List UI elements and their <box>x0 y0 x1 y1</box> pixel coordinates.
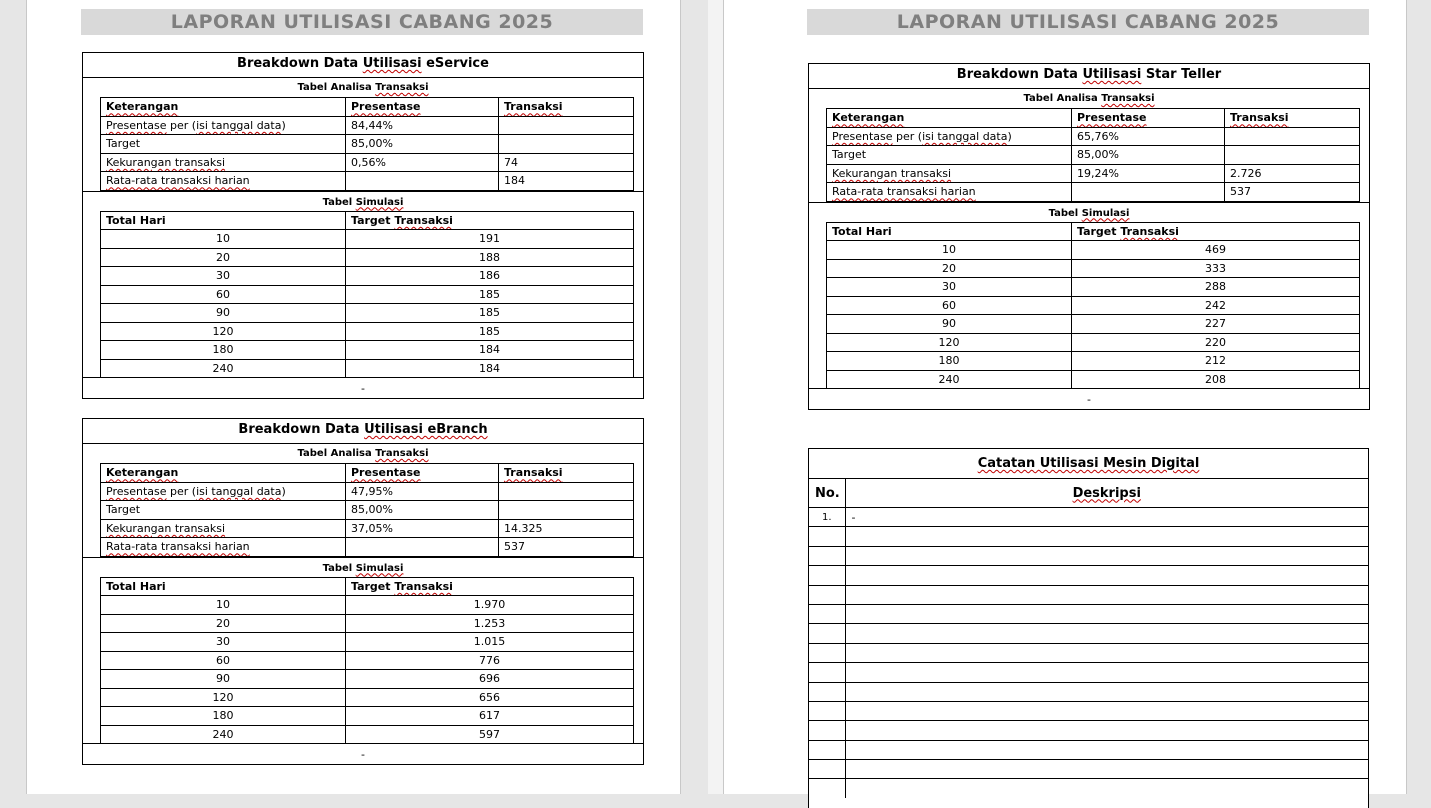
note-description <box>845 566 1368 585</box>
note-number <box>809 779 845 798</box>
eservice-breakdown-box <box>82 52 644 399</box>
note-number <box>809 566 845 585</box>
table-row <box>101 614 634 633</box>
row-label-target: Target <box>827 146 1072 165</box>
empty-cell <box>1225 127 1360 146</box>
table-row <box>101 359 634 378</box>
rata-rata-value: 537 <box>499 538 634 557</box>
total-hari-cell: 120 <box>827 333 1072 352</box>
total-hari-cell: 30 <box>827 278 1072 297</box>
empty-cell <box>1225 146 1360 165</box>
note-description <box>845 682 1368 701</box>
table-row <box>827 296 1360 315</box>
col-total-hari: Total Hari <box>827 222 1072 241</box>
kekurangan-trx-value: 14.325 <box>499 519 634 538</box>
target-transaksi-cell: 469 <box>1072 241 1360 260</box>
total-hari-cell: 120 <box>101 322 346 341</box>
target-transaksi-cell: 220 <box>1072 333 1360 352</box>
target-value: 85,00% <box>1072 146 1225 165</box>
note-description <box>845 721 1368 740</box>
empty-note-row <box>809 624 1368 643</box>
target-transaksi-cell: 185 <box>346 304 634 323</box>
document-page-right <box>723 0 1407 794</box>
row-label-rata-rata: Rata-rata transaksi harian <box>101 538 346 557</box>
target-transaksi-cell: 288 <box>1072 278 1360 297</box>
note-description <box>845 663 1368 682</box>
empty-note-row <box>809 643 1368 662</box>
rata-rata-value: 184 <box>499 172 634 191</box>
table-header-row <box>101 98 634 117</box>
ebranch-simulation-table <box>100 577 634 745</box>
total-hari-cell: 90 <box>827 315 1072 334</box>
analysis-table-title: Tabel Analisa Transaksi <box>297 82 429 93</box>
note-description <box>845 624 1368 643</box>
total-hari-cell: 90 <box>101 670 346 689</box>
ebranch-analysis-table <box>100 463 634 557</box>
target-transaksi-cell: 242 <box>1072 296 1360 315</box>
empty-note-row <box>809 721 1368 740</box>
total-hari-cell: 10 <box>101 596 346 615</box>
row-label-rata-rata: Rata-rata transaksi harian <box>827 183 1072 202</box>
table-row <box>101 322 634 341</box>
ebranch-footer: - <box>83 743 643 764</box>
target-transaksi-cell: 1.015 <box>346 633 634 652</box>
eservice-simulation-table <box>100 211 634 379</box>
empty-cell <box>346 172 499 191</box>
empty-note-row <box>809 663 1368 682</box>
total-hari-cell: 60 <box>101 651 346 670</box>
notes-title: Catatan Utilisasi Mesin Digital <box>977 456 1200 471</box>
total-hari-cell: 30 <box>101 267 346 286</box>
note-number <box>809 546 845 565</box>
target-transaksi-cell: 185 <box>346 322 634 341</box>
note-description <box>845 604 1368 623</box>
note-description <box>845 527 1368 546</box>
total-hari-cell: 60 <box>101 285 346 304</box>
target-transaksi-cell: 212 <box>1072 352 1360 371</box>
col-presentase: Presentase <box>346 98 499 117</box>
kekurangan-pct-value: 0,56% <box>346 153 499 172</box>
total-hari-cell: 180 <box>827 352 1072 371</box>
note-description <box>845 701 1368 720</box>
empty-note-row <box>809 604 1368 623</box>
table-row <box>827 241 1360 260</box>
note-number <box>809 527 845 546</box>
col-no: No. <box>809 479 845 508</box>
table-row <box>827 370 1360 389</box>
eservice-footer: - <box>83 377 643 398</box>
note-description: - <box>845 508 1368 527</box>
row-label-target: Target <box>101 501 346 520</box>
table-row <box>827 127 1360 146</box>
total-hari-cell: 20 <box>101 614 346 633</box>
table-row <box>101 538 634 557</box>
table-row <box>101 172 634 191</box>
col-deskripsi: Deskripsi <box>845 479 1368 508</box>
note-description <box>845 760 1368 779</box>
star-teller-footer: - <box>809 388 1369 409</box>
table-row <box>101 230 634 249</box>
note-number <box>809 585 845 604</box>
target-transaksi-cell: 656 <box>346 688 634 707</box>
table-row <box>101 341 634 360</box>
table-header-row <box>101 211 634 230</box>
note-number <box>809 643 845 662</box>
col-total-hari: Total Hari <box>101 577 346 596</box>
table-header-row <box>827 109 1360 128</box>
star-teller-simulation-table <box>826 222 1360 390</box>
target-transaksi-cell: 191 <box>346 230 634 249</box>
target-transaksi-cell: 208 <box>1072 370 1360 389</box>
table-row <box>101 725 634 744</box>
notes-table <box>809 478 1368 798</box>
empty-note-row <box>809 585 1368 604</box>
total-hari-cell: 120 <box>101 688 346 707</box>
table-row <box>101 285 634 304</box>
table-row <box>101 501 634 520</box>
row-label-kekurangan: Kekurangan transaksi <box>101 519 346 538</box>
note-number <box>809 740 845 759</box>
col-target-transaksi: Target Transaksi <box>346 211 634 230</box>
empty-cell <box>346 538 499 557</box>
total-hari-cell: 20 <box>101 248 346 267</box>
note-number: 1. <box>809 508 845 527</box>
document-page-left <box>26 0 681 794</box>
empty-cell <box>499 116 634 135</box>
note-number <box>809 760 845 779</box>
total-hari-cell: 60 <box>827 296 1072 315</box>
empty-note-row <box>809 527 1368 546</box>
col-presentase: Presentase <box>346 464 499 483</box>
table-row <box>101 116 634 135</box>
table-row <box>827 183 1360 202</box>
note-number <box>809 701 845 720</box>
row-label-target: Target <box>101 135 346 154</box>
empty-cell <box>499 501 634 520</box>
col-keterangan: Keterangan <box>101 464 346 483</box>
table-row <box>827 146 1360 165</box>
page-gap <box>708 0 723 794</box>
empty-note-row <box>809 779 1368 798</box>
table-row <box>809 508 1368 527</box>
col-target-transaksi: Target Transaksi <box>1072 222 1360 241</box>
target-transaksi-cell: 184 <box>346 341 634 360</box>
table-row <box>827 333 1360 352</box>
target-transaksi-cell: 185 <box>346 285 634 304</box>
empty-cell <box>1072 183 1225 202</box>
total-hari-cell: 10 <box>827 241 1072 260</box>
table-row <box>101 651 634 670</box>
table-row <box>101 707 634 726</box>
row-label-kekurangan: Kekurangan transaksi <box>101 153 346 172</box>
rata-rata-value: 537 <box>1225 183 1360 202</box>
row-label-rata-rata: Rata-rata transaksi harian <box>101 172 346 191</box>
star-teller-analysis-table <box>826 108 1360 202</box>
table-row <box>101 267 634 286</box>
row-label-kekurangan: Kekurangan transaksi <box>827 164 1072 183</box>
kekurangan-trx-value: 2.726 <box>1225 164 1360 183</box>
kekurangan-pct-value: 37,05% <box>346 519 499 538</box>
note-number <box>809 721 845 740</box>
eservice-analysis-table <box>100 97 634 191</box>
table-row <box>827 352 1360 371</box>
digital-machine-notes-box <box>808 448 1369 808</box>
note-description <box>845 643 1368 662</box>
target-transaksi-cell: 696 <box>346 670 634 689</box>
eservice-title: Breakdown Data Utilisasi eService <box>83 53 643 78</box>
col-transaksi: Transaksi <box>1225 109 1360 128</box>
table-header-row <box>101 464 634 483</box>
table-header-row <box>827 222 1360 241</box>
table-row <box>101 248 634 267</box>
table-row <box>827 164 1360 183</box>
presentase-value: 84,44% <box>346 116 499 135</box>
target-transaksi-cell: 617 <box>346 707 634 726</box>
target-transaksi-cell: 227 <box>1072 315 1360 334</box>
empty-note-row <box>809 740 1368 759</box>
target-transaksi-cell: 776 <box>346 651 634 670</box>
col-target-transaksi: Target Transaksi <box>346 577 634 596</box>
target-transaksi-cell: 597 <box>346 725 634 744</box>
table-row <box>101 670 634 689</box>
total-hari-cell: 240 <box>101 725 346 744</box>
total-hari-cell: 10 <box>101 230 346 249</box>
empty-cell <box>499 482 634 501</box>
total-hari-cell: 180 <box>101 341 346 360</box>
total-hari-cell: 240 <box>101 359 346 378</box>
table-row <box>101 482 634 501</box>
note-description <box>845 585 1368 604</box>
table-row <box>827 259 1360 278</box>
kekurangan-trx-value: 74 <box>499 153 634 172</box>
simulation-table-title: Tabel Simulasi <box>322 196 404 208</box>
simulation-table-title: Tabel Simulasi <box>322 562 404 574</box>
col-presentase: Presentase <box>1072 109 1225 128</box>
table-row <box>827 315 1360 334</box>
simulation-table-title: Tabel Simulasi <box>1048 207 1130 219</box>
col-transaksi: Transaksi <box>499 98 634 117</box>
empty-note-row <box>809 682 1368 701</box>
empty-note-row <box>809 760 1368 779</box>
target-transaksi-cell: 186 <box>346 267 634 286</box>
ebranch-breakdown-box <box>82 418 644 765</box>
row-label-presentase: Presentase per (isi tanggal data) <box>827 127 1072 146</box>
table-row <box>101 688 634 707</box>
target-transaksi-cell: 188 <box>346 248 634 267</box>
col-keterangan: Keterangan <box>827 109 1072 128</box>
notes-header-row <box>809 479 1368 508</box>
col-keterangan: Keterangan <box>101 98 346 117</box>
table-row <box>101 519 634 538</box>
note-number <box>809 624 845 643</box>
total-hari-cell: 90 <box>101 304 346 323</box>
table-row <box>101 596 634 615</box>
table-row <box>101 304 634 323</box>
note-number <box>809 682 845 701</box>
empty-note-row <box>809 701 1368 720</box>
row-label-presentase: Presentase per (isi tanggal data) <box>101 116 346 135</box>
col-total-hari: Total Hari <box>101 211 346 230</box>
note-description <box>845 546 1368 565</box>
star-teller-title: Breakdown Data Utilisasi Star Teller <box>809 64 1369 89</box>
row-label-presentase: Presentase per (isi tanggal data) <box>101 482 346 501</box>
col-transaksi: Transaksi <box>499 464 634 483</box>
target-transaksi-cell: 1.970 <box>346 596 634 615</box>
note-number <box>809 663 845 682</box>
empty-note-row <box>809 546 1368 565</box>
star-teller-breakdown-box <box>808 63 1370 410</box>
empty-note-row <box>809 566 1368 585</box>
table-row <box>827 278 1360 297</box>
total-hari-cell: 180 <box>101 707 346 726</box>
report-title: LAPORAN UTILISASI CABANG 2025 <box>807 9 1369 35</box>
table-header-row <box>101 577 634 596</box>
presentase-value: 47,95% <box>346 482 499 501</box>
target-transaksi-cell: 1.253 <box>346 614 634 633</box>
analysis-table-title: Tabel Analisa Transaksi <box>297 448 429 459</box>
note-description <box>845 740 1368 759</box>
table-row <box>101 153 634 172</box>
note-number <box>809 604 845 623</box>
target-transaksi-cell: 333 <box>1072 259 1360 278</box>
kekurangan-pct-value: 19,24% <box>1072 164 1225 183</box>
ebranch-title: Breakdown Data Utilisasi eBranch <box>83 419 643 444</box>
total-hari-cell: 240 <box>827 370 1072 389</box>
table-row <box>101 135 634 154</box>
total-hari-cell: 20 <box>827 259 1072 278</box>
presentase-value: 65,76% <box>1072 127 1225 146</box>
total-hari-cell: 30 <box>101 633 346 652</box>
report-title: LAPORAN UTILISASI CABANG 2025 <box>81 9 643 35</box>
analysis-table-title: Tabel Analisa Transaksi <box>1023 93 1155 104</box>
table-row <box>101 633 634 652</box>
target-transaksi-cell: 184 <box>346 359 634 378</box>
target-value: 85,00% <box>346 501 499 520</box>
note-description <box>845 779 1368 798</box>
target-value: 85,00% <box>346 135 499 154</box>
empty-cell <box>499 135 634 154</box>
